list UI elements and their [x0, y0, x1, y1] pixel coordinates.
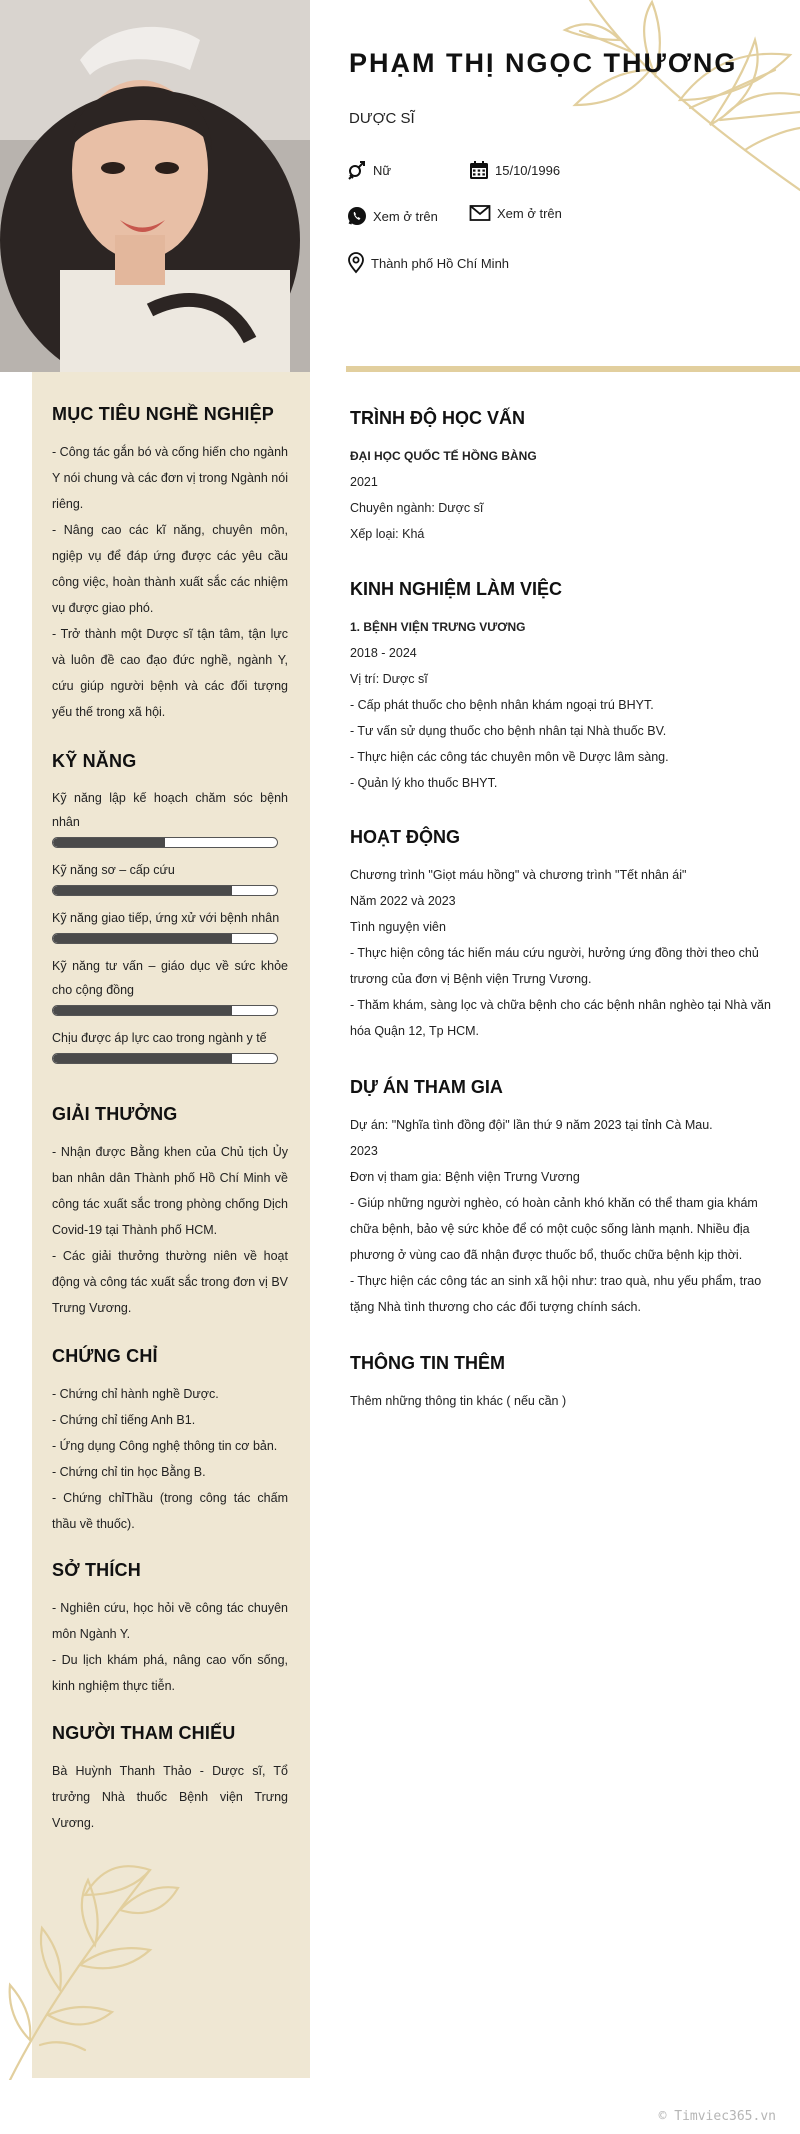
skills-heading: KỸ NĂNG	[52, 751, 137, 771]
reference-heading: NGƯỜI THAM CHIẾU	[52, 1723, 236, 1743]
major: Chuyên ngành: Dược sĩ	[350, 501, 484, 515]
skill-level-fill	[53, 886, 232, 895]
watermark-footer: © Timviec365.vn	[658, 2109, 776, 2124]
objective-line: - Trở thành một Dược sĩ tận tâm, tận lực và luôn đề cao đạo đức nghề, ngành Y, cứu giúp người bệnh và các đối tượng yếu thế trong xã hội.	[52, 627, 288, 719]
awards-heading: GIẢI THƯỞNG	[52, 1104, 178, 1124]
hobby-line: - Nghiên cứu, học hỏi về công tác chuyên môn Ngành Y.	[52, 1601, 288, 1641]
certificates-heading: CHỨNG CHỈ	[52, 1346, 158, 1366]
leaf-branch-bottom-decoration	[0, 1840, 180, 2080]
objective-section	[52, 404, 288, 725]
project-line: - Giúp những người nghèo, có hoàn cảnh khó khăn có thể tham gia khám chữa bệnh, bảo vệ sức khỏe để có một cuộc sống lành mạnh. Nhiều địa phương ở vùng cao đã nhận được thuốc bổ, thuốc chữa bệnh kịp thời.	[350, 1196, 758, 1262]
hobby-line: - Du lịch khám phá, nâng cao vốn sống, kinh nghiệm thực tiễn.	[52, 1653, 288, 1693]
gender-item	[347, 160, 391, 180]
address-text: Thành phố Hồ Chí Minh	[371, 255, 510, 271]
activities-heading: HOẠT ĐỘNG	[350, 827, 460, 847]
project-year: 2023	[350, 1144, 378, 1158]
certificate-line: - Chứng chỉ tin học Bằng B.	[52, 1465, 206, 1479]
projects-heading: DỰ ÁN THAM GIA	[350, 1077, 503, 1097]
certificate-line: - Chứng chỉ hành nghề Dược.	[52, 1387, 219, 1401]
graduation-year: 2021	[350, 475, 378, 489]
duty-line: - Quản lý kho thuốc BHYT.	[350, 776, 498, 790]
activity-line: - Thực hiện công tác hiến máu cứu người, hưởng ứng đồng thời theo chủ trương của đơn vị Bệnh viện Trưng Vương.	[350, 946, 759, 986]
objective-heading: MỤC TIÊU NGHỀ NGHIỆP	[52, 404, 275, 424]
project-line: - Thực hiện các công tác an sinh xã hội như: trao quà, nhu yếu phẩm, trao tặng Nhà tình thương cho các đối tượng chính sách.	[350, 1274, 762, 1314]
profile-photo	[0, 0, 310, 372]
skill-level-fill	[53, 838, 165, 847]
reference-text: Bà Huỳnh Thanh Thảo - Dược sĩ, Tổ trưởng Nhà thuốc Bệnh viện Trưng Vương.	[52, 1764, 288, 1830]
address-item	[347, 252, 509, 274]
gender-text: Nữ	[373, 162, 392, 178]
skills-section	[52, 751, 288, 1074]
activities-section	[350, 827, 775, 1044]
skill-item	[52, 954, 288, 1016]
skill-item	[52, 1026, 288, 1064]
hobbies-heading: SỞ THÍCH	[52, 1560, 141, 1580]
objective-line: - Nâng cao các kĩ năng, chuyên môn, ngiệp vụ để đáp ứng được các yêu cầu công việc, hoàn thành xuất sắc các nhiệm vụ được giao phó.	[52, 523, 288, 615]
skill-name: Kỹ năng giao tiếp, ứng xử với bệnh nhân	[52, 911, 280, 925]
skill-name: Kỹ năng sơ – cấp cứu	[52, 863, 175, 877]
reference-section	[52, 1723, 288, 1836]
skill-level-fill	[53, 1054, 232, 1063]
project-unit: Đơn vị tham gia: Bệnh viện Trưng Vương	[350, 1170, 580, 1184]
skill-level-fill	[53, 934, 232, 943]
email-item	[469, 204, 562, 222]
duty-line: - Thực hiện các công tác chuyên môn về Dược lâm sàng.	[350, 750, 669, 764]
dob-text: 15/10/1996	[495, 162, 561, 178]
objective-line: - Công tác gắn bó và cống hiến cho ngành Y nói chung và các đơn vị trong Ngành nói riêng.	[52, 445, 288, 511]
certificates-section	[52, 1346, 288, 1537]
calendar-icon	[469, 160, 489, 180]
location-pin-icon	[347, 252, 365, 274]
activity-years: Năm 2022 và 2023	[350, 894, 456, 908]
extra-info-section	[350, 1353, 775, 1414]
phone-item	[347, 206, 438, 226]
activity-role: Tình nguyện viên	[350, 920, 446, 934]
activity-program: Chương trình "Giọt máu hồng" và chương trình "Tết nhân ái"	[350, 868, 687, 882]
awards-section	[52, 1104, 288, 1321]
skill-name: Chịu được áp lực cao trong ngành y tế	[52, 1031, 267, 1045]
skill-item	[52, 786, 288, 848]
extra-info-heading: THÔNG TIN THÊM	[350, 1353, 505, 1373]
grade: Xếp loại: Khá	[350, 527, 425, 541]
work-position: Vị trí: Dược sĩ	[350, 672, 428, 686]
experience-heading: KINH NGHIỆM LÀM VIỆC	[350, 579, 563, 599]
certificate-line: - Chứng chỉ tiếng Anh B1.	[52, 1413, 196, 1427]
experience-section	[350, 579, 775, 796]
school-name: ĐẠI HỌC QUỐC TẾ HỒNG BÀNG	[350, 449, 537, 463]
skill-level-bar	[52, 837, 278, 848]
education-section	[350, 408, 775, 547]
dob-item	[469, 160, 560, 180]
leaf-branch-top-decoration	[560, 0, 800, 220]
whatsapp-phone-icon	[347, 206, 367, 226]
header-divider	[346, 366, 800, 372]
project-name: Dự án: "Nghĩa tình đồng đội" lần thứ 9 năm 2023 tại tỉnh Cà Mau.	[350, 1118, 713, 1132]
email-text: Xem ở trên	[497, 205, 562, 221]
work-period: 2018 - 2024	[350, 646, 417, 660]
candidate-name: PHẠM THỊ NGỌC THƯƠNG	[349, 48, 738, 78]
duty-line: - Tư vấn sử dụng thuốc cho bệnh nhân tại Nhà thuốc BV.	[350, 724, 667, 738]
extra-info-text: Thêm những thông tin khác ( nếu cần )	[350, 1394, 567, 1408]
skill-name: Kỹ năng lập kế hoạch chăm sóc bệnh nhân	[52, 791, 288, 829]
hobbies-section	[52, 1560, 288, 1699]
company-name: 1. BỆNH VIỆN TRƯNG VƯƠNG	[350, 620, 526, 634]
education-heading: TRÌNH ĐỘ HỌC VẤN	[350, 408, 525, 428]
projects-section	[350, 1077, 775, 1320]
award-line: - Các giải thưởng thường niên về hoạt động và công tác xuất sắc trong đơn vị BV Trưng Vương.	[52, 1249, 288, 1315]
skill-level-bar	[52, 1005, 278, 1016]
certificate-line: - Chứng chỉThầu (trong công tác chấm thầu về thuốc).	[52, 1491, 288, 1531]
phone-text: Xem ở trên	[373, 208, 438, 224]
skill-level-bar	[52, 885, 278, 896]
skill-item	[52, 906, 288, 944]
skill-level-fill	[53, 1006, 232, 1015]
duty-line: - Cấp phát thuốc cho bệnh nhân khám ngoại trú BHYT.	[350, 698, 654, 712]
activity-line: - Thăm khám, sàng lọc và chữa bệnh cho các bệnh nhân nghèo tại Nhà văn hóa Quận 12, Tp HCM.	[350, 998, 771, 1038]
job-title: DƯỢC SĨ	[349, 110, 415, 127]
envelope-icon	[469, 204, 491, 222]
skill-level-bar	[52, 1053, 278, 1064]
skill-name: Kỹ năng tư vấn – giáo dục về sức khỏe cho cộng đồng	[52, 959, 288, 997]
skill-level-bar	[52, 933, 278, 944]
skill-item	[52, 858, 288, 896]
award-line: - Nhận được Bằng khen của Chủ tịch Ủy ban nhân dân Thành phố Hồ Chí Minh về công tác xuất sắc trong phòng chống Dịch Covid-19 tại Thành phố HCM.	[52, 1145, 288, 1237]
certificate-line: - Ứng dụng Công nghệ thông tin cơ bản.	[52, 1439, 278, 1453]
gender-icon	[347, 160, 367, 180]
